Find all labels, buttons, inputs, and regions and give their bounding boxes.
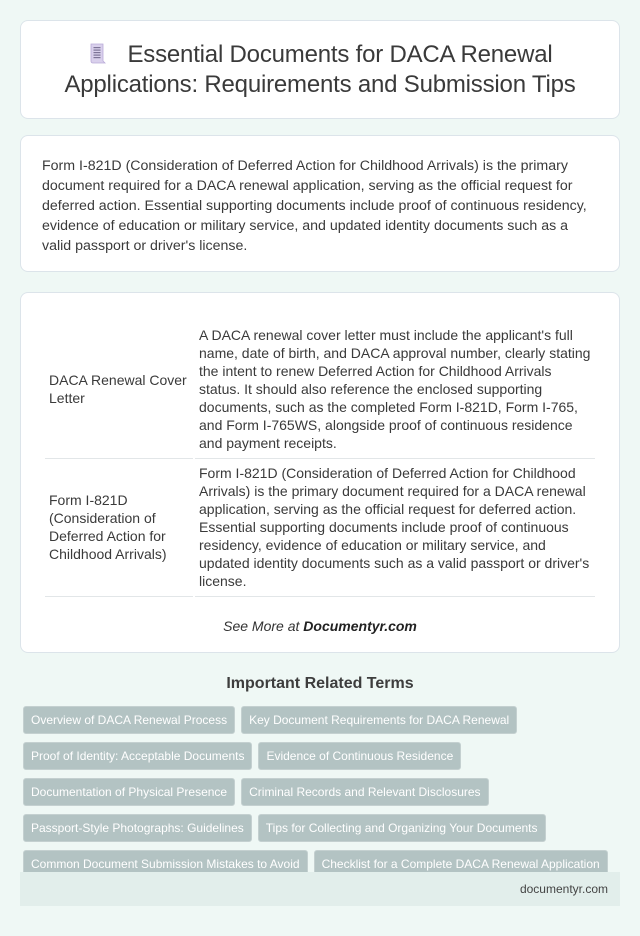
summary-card bbox=[20, 135, 620, 272]
see-more-site[interactable]: Documentyr.com bbox=[303, 618, 417, 634]
document-receipt-icon bbox=[88, 43, 106, 65]
documents-table bbox=[43, 321, 597, 597]
related-term-chip[interactable]: Documentation of Physical Presence bbox=[23, 778, 235, 806]
page-title bbox=[51, 40, 589, 100]
page-title-text: Essential Documents for DACA Renewal Applications: Requirements and Submission Tips bbox=[64, 40, 576, 98]
documents-table-card bbox=[20, 292, 620, 653]
table-row bbox=[45, 321, 595, 459]
summary-text: Form I-821D (Consideration of Deferred Action for Childhood Arrivals) is the primary document required for a DACA renewal application, serving as the official request for deferred action. Essential supporting documents include proof of continuous residency, evidence of education or military service, and updated identity documents such as a valid passport or driver's license. bbox=[42, 158, 587, 254]
footer bbox=[20, 872, 620, 906]
term-cell: DACA Renewal Cover Letter bbox=[45, 321, 193, 459]
related-term-chip[interactable]: Criminal Records and Relevant Disclosures bbox=[241, 778, 488, 806]
term-cell: Form I-821D (Consideration of Deferred Action for Childhood Arrivals) bbox=[45, 459, 193, 597]
related-term-chip[interactable]: Passport-Style Photographs: Guidelines bbox=[23, 814, 252, 842]
related-term-chip[interactable]: Proof of Identity: Acceptable Documents bbox=[23, 742, 252, 770]
related-term-chip[interactable]: Evidence of Continuous Residence bbox=[258, 742, 461, 770]
see-more-link[interactable] bbox=[43, 618, 597, 634]
footer-site-link[interactable]: documentyr.com bbox=[519, 882, 608, 896]
related-term-chip[interactable]: Common Document Submission Mistakes to Avoid bbox=[23, 850, 308, 878]
header-card bbox=[20, 20, 620, 119]
related-term-chip[interactable]: Key Document Requirements for DACA Renewal bbox=[241, 706, 517, 734]
see-more-prefix: See More at bbox=[223, 618, 304, 634]
related-term-chip[interactable]: Checklist for a Complete DACA Renewal Application bbox=[314, 850, 608, 878]
related-term-chip[interactable]: Tips for Collecting and Organizing Your Documents bbox=[258, 814, 546, 842]
table-row bbox=[45, 459, 595, 597]
description-cell: Form I-821D (Consideration of Deferred Action for Childhood Arrivals) is the primary document required for a DACA renewal application, serving as the official request for deferred action. Essential supporting documents include proof of continuous residency, evidence of education or military service, and updated identity documents such as a valid passport or driver's license. bbox=[195, 459, 595, 597]
related-terms-list bbox=[20, 706, 620, 878]
description-cell: A DACA renewal cover letter must include the applicant's full name, date of birth, and DACA approval number, clearly stating the intent to renew Deferred Action for Childhood Arrivals status. It should also reference the enclosed supporting documents, such as the completed Form I-821D, Form I-765, and Form I-765WS, alongside proof of continuous residence and payment receipts. bbox=[195, 321, 595, 459]
related-terms-title: Important Related Terms bbox=[226, 675, 414, 692]
related-term-chip[interactable]: Overview of DACA Renewal Process bbox=[23, 706, 235, 734]
